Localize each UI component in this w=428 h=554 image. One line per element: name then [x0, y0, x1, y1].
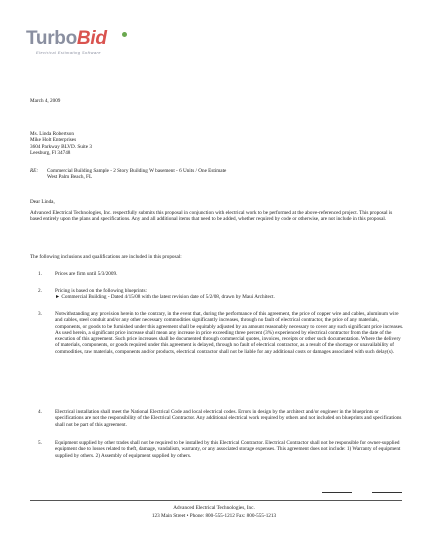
company-logo [26, 29, 146, 63]
logo-tagline: Electrical Estimating Software [36, 50, 101, 55]
re-subject-line-1: Commercial Building Sample - 2 Story Building W basement - 6 Units / One Estimate [47, 168, 227, 174]
footer-contact: 123 Main Street • Phone: 800-555-1212 Fax: 800-555-1213 [151, 513, 277, 519]
recipient-city: Leesburg, Fl 34748 [30, 149, 71, 156]
footer-company: Advanced Electrical Technologies, Inc. [173, 505, 255, 511]
list-item-number: 5. [38, 440, 42, 446]
list-item-number: 1. [38, 271, 42, 277]
list-item-text: Electrical installation shall meet the National Electrical Code and local electrical codes. Errors in design by the architect and/or engineer in the blueprints or specifications are not the responsibility of the Electrical Contractor. Any additional electrical work required by others and not included on blueprints and specifications shall not be part of this agreement. [55, 409, 402, 428]
initials-line [372, 492, 402, 493]
list-item-text: Notwithstanding any provision herein to the contrary, in the event that, during the performance of this agreement, the price of copper wire and cables, aluminum wire and cables, steel conduit and/or any other necessary commodities significantly increases, through no fault of electrical contractor, the price of any materials, components, or goods to be furnished under this agreement shall be equitably adjusted by an amount reasonably necessary to cover any such significant price increases. As used herein, a significant price increase shall mean any increase in price exceeding three percent (3%) experienced by electrical contractor from the date of the execution of this agreement. Such price increases shall be documented through commercial quotes, invoices, receipts or other such documentation. Where the delivery of materials, components, or goods required under this agreement is delayed, through no fault of electrical contractor, as a result of the shortage or unavailability of commodities, raw materials, components and/or products, electrical contractor shall not be liable for any additional costs or damages associated with such delay(s). [55, 311, 404, 355]
inclusions-heading: The following inclusions and qualifications are included in this proposal: [30, 254, 182, 260]
list-item-number: 3. [38, 311, 42, 317]
recipient-street: 3604 Parkway BLVD. Suite 3 [30, 143, 92, 150]
letter-date: March 4, 2009 [30, 98, 61, 104]
intro-paragraph: Advanced Electrical Technologies, Inc. respectfully submits this proposal in conjunction with electrical work to be performed at the above-referenced project. This proposal is based entirely upon the plans and specifications. Any and all additional items that need to be added, whether required by code or otherwise, are not include in this proposal. [30, 210, 393, 223]
re-subject-line-2: West Palm Beach, FL [47, 174, 93, 181]
blueprint-entry: ► Commercial Building - Dated 4/15/08 with the latest revision date of 5/2/08, drawn by Maui Architect. [55, 294, 275, 301]
salutation: Dear Linda, [30, 199, 55, 205]
logo-word-turbo: Turbo [26, 28, 77, 49]
list-item-text: Equipment supplied by other trades shall not be required to be installed by this Electrical Contractor. Electrical Contractor shall not be responsible for owner-supplied equipment due to losses related to theft, damage, vandalism, warranty, or any associated storage expenses. This agreement does not include: 1) Warranty of equipment supplied by others. 2) Assembly of equipment supplied by others. [55, 440, 401, 459]
list-item-number: 2. [38, 288, 42, 294]
recipient-name: Ms. Linda Robertson [30, 131, 74, 137]
list-item-number: 4. [38, 409, 42, 415]
list-item-text: Pricing is based on the following blueprints: [55, 288, 147, 294]
list-item-body [55, 288, 405, 301]
recipient-company: Mike Holt Enterprises [30, 137, 77, 144]
re-subject [47, 168, 226, 181]
logo-word-bid: Bid [76, 28, 107, 49]
list-item-text: Prices are firm until 5/3/2009. [55, 271, 118, 277]
logo-dot-icon [122, 32, 127, 37]
footer-divider [30, 500, 402, 501]
recipient-address [30, 131, 92, 156]
re-label: RE: [30, 168, 39, 174]
logo-wordmark [26, 29, 146, 49]
initials-line [322, 492, 352, 493]
